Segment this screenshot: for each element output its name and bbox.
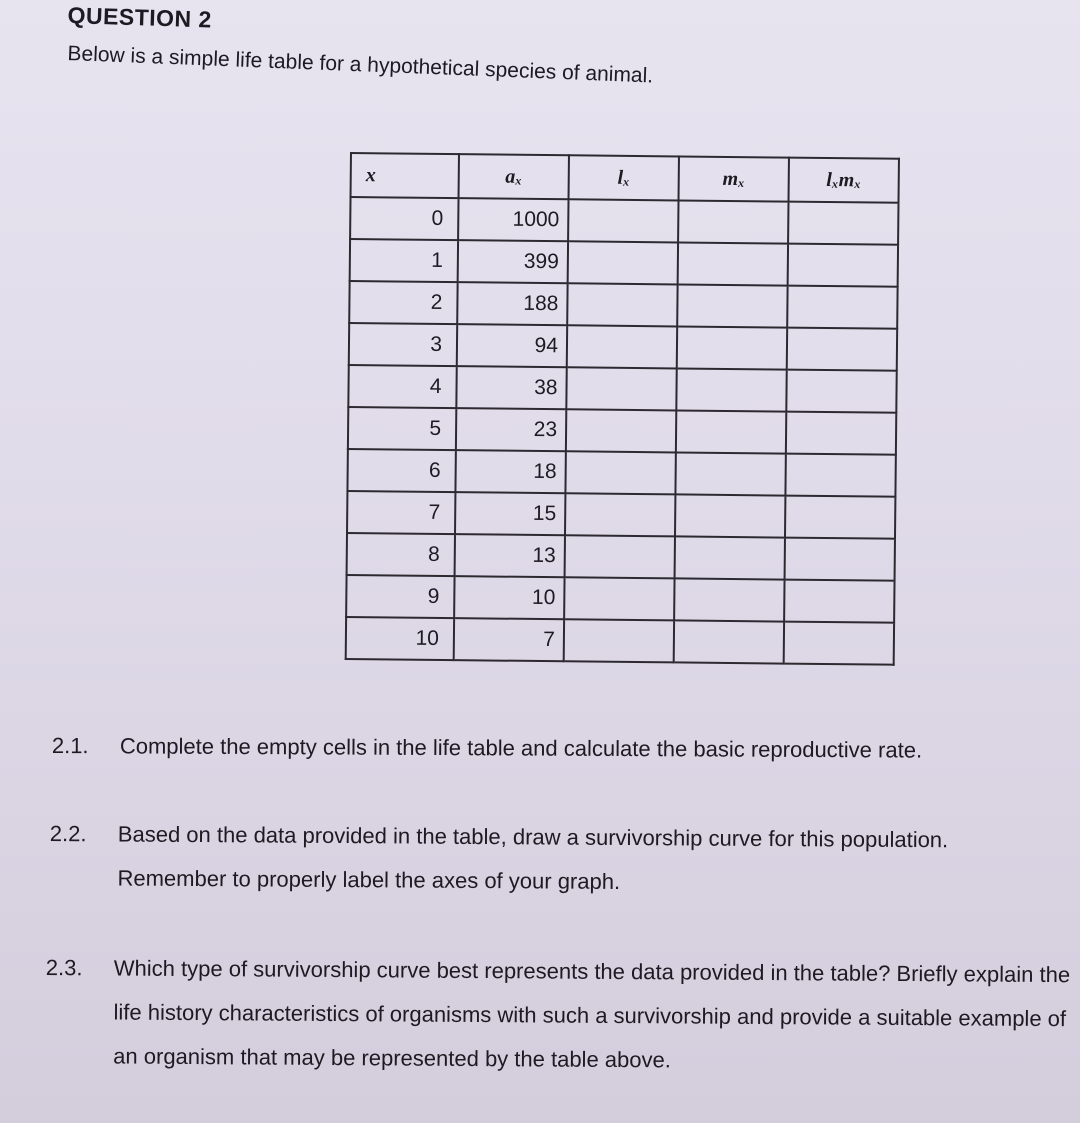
cell-ax: 13 <box>455 534 565 577</box>
question-heading: QUESTION 2 <box>67 2 213 33</box>
cell-mx-empty <box>678 242 788 285</box>
cell-x: 2 <box>349 281 457 324</box>
cell-lx-empty <box>566 367 676 410</box>
cell-lxmx-empty <box>785 538 895 581</box>
cell-lxmx-empty <box>784 622 894 665</box>
cell-x: 9 <box>346 575 454 618</box>
cell-lx-empty <box>568 199 678 242</box>
cell-mx-empty <box>675 452 785 495</box>
header-lx: lₓ <box>569 155 679 200</box>
cell-mx-empty <box>677 326 787 369</box>
cell-mx-empty <box>676 368 786 411</box>
cell-ax: 10 <box>454 576 564 619</box>
cell-mx-empty <box>675 536 785 579</box>
question-text: Which type of survivorship curve best represents the data provided in the table? Briefly explain the life history characteristics of organisms with such a survivorship and provide a suitable example of an organism that may be represented by the table above. <box>113 955 1071 1073</box>
table-row <box>347 449 895 497</box>
cell-lxmx-empty <box>788 244 898 287</box>
cell-mx-empty <box>674 578 784 621</box>
cell-x: 7 <box>347 491 455 534</box>
cell-ax: 94 <box>457 324 567 367</box>
cell-ax: 188 <box>457 282 567 325</box>
life-table <box>345 152 900 666</box>
table-row <box>347 491 895 539</box>
cell-ax: 15 <box>455 492 565 535</box>
cell-ax: 23 <box>456 408 566 451</box>
cell-ax: 399 <box>458 240 568 283</box>
header-mx: mₓ <box>679 156 789 201</box>
cell-x: 10 <box>346 617 454 660</box>
cell-lxmx-empty <box>788 202 898 245</box>
cell-lxmx-empty <box>786 370 896 413</box>
cell-lx-empty <box>565 493 675 536</box>
cell-ax: 18 <box>455 450 565 493</box>
table-header-row <box>351 153 899 203</box>
cell-mx-empty <box>678 200 788 243</box>
cell-lx-empty <box>565 451 675 494</box>
table-row <box>348 365 896 413</box>
question-number: 2.3. <box>45 954 83 981</box>
question-text: Complete the empty cells in the life table and calculate the basic reproductive rate. <box>119 733 923 763</box>
cell-mx-empty <box>674 620 784 663</box>
table-row <box>348 407 896 455</box>
cell-lx-empty <box>564 619 674 662</box>
table-row <box>349 323 897 371</box>
cell-ax: 1000 <box>458 198 568 241</box>
table-row <box>347 533 895 581</box>
question-number: 2.1. <box>51 732 89 759</box>
table-row <box>350 239 898 287</box>
header-x: x <box>351 153 459 198</box>
cell-x: 6 <box>347 449 455 492</box>
cell-x: 0 <box>350 197 458 240</box>
cell-ax: 38 <box>456 366 566 409</box>
cell-lx-empty <box>564 577 674 620</box>
cell-lxmx-empty <box>786 412 896 455</box>
cell-lxmx-empty <box>784 580 894 623</box>
table-row <box>350 197 898 245</box>
cell-lx-empty <box>565 535 675 578</box>
cell-ax: 7 <box>454 618 564 661</box>
cell-x: 5 <box>348 407 456 450</box>
header-lxmx: lₓmₓ <box>789 158 899 203</box>
cell-lx-empty <box>568 241 678 284</box>
cell-lxmx-empty <box>785 496 895 539</box>
cell-x: 8 <box>347 533 455 576</box>
question-text: Based on the data provided in the table, draw a survivorship curve for this population. Remember to properly label the axes of your graph. <box>117 821 949 894</box>
question-number: 2.2. <box>49 820 87 847</box>
cell-lx-empty <box>567 325 677 368</box>
cell-lxmx-empty <box>787 286 897 329</box>
intro-text: Below is a simple life table for a hypothetical species of animal. <box>67 42 654 88</box>
cell-lx-empty <box>567 283 677 326</box>
cell-lx-empty <box>566 409 676 452</box>
cell-mx-empty <box>675 494 785 537</box>
cell-x: 1 <box>350 239 458 282</box>
cell-mx-empty <box>677 284 787 327</box>
cell-x: 3 <box>349 323 457 366</box>
table-row <box>349 281 897 329</box>
cell-mx-empty <box>676 410 786 453</box>
cell-lxmx-empty <box>785 454 895 497</box>
cell-x: 4 <box>348 365 456 408</box>
header-ax: aₓ <box>459 154 569 199</box>
cell-lxmx-empty <box>787 328 897 371</box>
table-row <box>346 575 894 623</box>
table-row <box>346 617 894 665</box>
